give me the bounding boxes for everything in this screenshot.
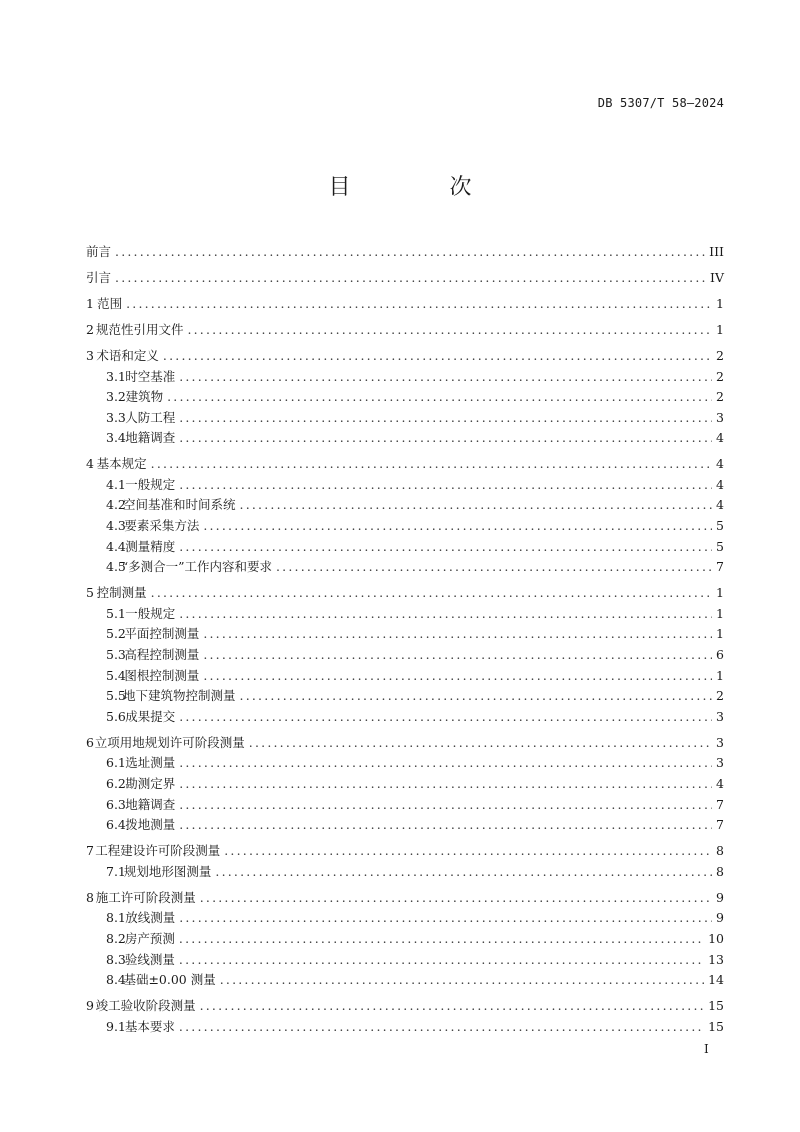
toc-leader-dots xyxy=(126,294,712,315)
toc-entry-label: 范围 xyxy=(97,295,123,311)
toc-leader-dots xyxy=(179,707,712,728)
toc-leader-dots xyxy=(203,666,712,687)
toc-entry[interactable] xyxy=(86,950,724,971)
toc-entry-page: 7 xyxy=(716,796,724,812)
toc-entry-page: 15 xyxy=(708,1018,724,1034)
toc-entry-page: 9 xyxy=(716,889,724,905)
toc-leader-dots xyxy=(179,428,712,449)
toc-entry-label: 建筑物 xyxy=(125,389,164,405)
toc-entry[interactable] xyxy=(86,888,724,909)
toc-leader-dots xyxy=(224,841,712,862)
toc-entry[interactable] xyxy=(86,707,724,728)
toc-entry[interactable] xyxy=(86,996,724,1017)
toc-entry-label: 高程控制测量 xyxy=(124,647,200,663)
toc-entry-label: 放线测量 xyxy=(125,910,176,926)
toc-entry-page: 1 xyxy=(716,605,724,621)
toc-leader-dots xyxy=(240,495,713,516)
toc-leader-dots xyxy=(240,686,713,707)
toc-entry[interactable] xyxy=(86,815,724,836)
toc-entry-label: 地籍调查 xyxy=(125,796,176,812)
toc-entry-label: 基本要求 xyxy=(124,1018,175,1034)
toc-entry-label: 验线测量 xyxy=(124,951,175,967)
toc-entry[interactable] xyxy=(86,454,724,475)
toc-entry-number: 5.6 xyxy=(106,708,126,724)
toc-entry[interactable] xyxy=(86,387,724,408)
toc-leader-dots xyxy=(179,753,712,774)
toc-entry-label: 勘测定界 xyxy=(125,775,176,791)
toc-entry[interactable] xyxy=(86,970,724,991)
toc-entry-page: 9 xyxy=(716,910,724,926)
toc-leader-dots xyxy=(179,367,712,388)
toc-entry-number: 5.1 xyxy=(106,605,126,621)
toc-entry-page: 7 xyxy=(716,817,724,833)
toc-entry-number: 4.2 xyxy=(106,497,126,513)
toc-leader-dots xyxy=(179,908,712,929)
toc-entry-label: 一般规定 xyxy=(125,605,176,621)
toc-entry[interactable] xyxy=(86,537,724,558)
toc-entry[interactable] xyxy=(86,666,724,687)
toc-leader-dots xyxy=(151,583,712,604)
toc-entry-page: 2 xyxy=(716,347,724,363)
toc-entry[interactable] xyxy=(86,242,724,263)
toc-entry[interactable] xyxy=(86,367,724,388)
toc-entry-label: 图根控制测量 xyxy=(124,667,200,683)
toc-entry-number: 6.2 xyxy=(106,775,126,791)
toc-leader-dots xyxy=(179,815,712,836)
page-number: I xyxy=(704,1042,709,1056)
toc-entry-number: 7.1 xyxy=(106,863,126,879)
toc-entry[interactable] xyxy=(86,645,724,666)
toc-entry[interactable] xyxy=(86,604,724,625)
toc-entry[interactable] xyxy=(86,557,724,578)
toc-entry-label: 成果提交 xyxy=(125,708,176,724)
toc-entry-number: 6.1 xyxy=(106,755,126,771)
toc-entry-label: 选址测量 xyxy=(125,755,176,771)
toc-leader-dots xyxy=(215,862,712,883)
toc-entry-number: 4.1 xyxy=(106,476,126,492)
toc-entry-label: 规划地形图测量 xyxy=(123,863,212,879)
toc-leader-dots xyxy=(179,475,712,496)
toc-leader-dots xyxy=(179,774,712,795)
toc-leader-dots xyxy=(179,537,712,558)
toc-entry-page: 2 xyxy=(716,688,724,704)
toc-entry-number: 2 xyxy=(86,321,94,337)
toc-entry-number: 8.3 xyxy=(106,951,126,967)
toc-entry-label: 施工许可阶段测量 xyxy=(95,889,196,905)
toc-leader-dots xyxy=(179,408,712,429)
toc-entry-page: 1 xyxy=(716,585,724,601)
toc-entry-number: 3.4 xyxy=(106,430,126,446)
toc-entry-page: 8 xyxy=(716,843,724,859)
toc-entry-number: 7 xyxy=(86,843,94,859)
toc-leader-dots xyxy=(203,516,712,537)
toc-entry-page: 1 xyxy=(716,321,724,337)
toc-entry-label: 地籍调查 xyxy=(125,430,176,446)
toc-leader-dots xyxy=(179,1017,704,1038)
toc-entry-page: III xyxy=(709,244,724,259)
toc-leader-dots xyxy=(151,454,712,475)
toc-entry-page: 15 xyxy=(708,998,724,1014)
toc-leader-dots xyxy=(203,645,712,666)
toc-entry-label: 控制测量 xyxy=(96,585,147,601)
toc-entry-number: 8.2 xyxy=(106,930,126,946)
toc-leader-dots xyxy=(187,320,712,341)
toc-entry-label: 平面控制测量 xyxy=(124,626,200,642)
toc-entry-page: 1 xyxy=(716,667,724,683)
toc-entry-page: 5 xyxy=(716,538,724,554)
toc-entry-number: 5.3 xyxy=(106,647,126,663)
toc-entry-page: 4 xyxy=(716,456,724,472)
toc-entry-number: 1 xyxy=(86,295,94,311)
toc-leader-dots xyxy=(200,888,712,909)
toc-entry-label: 竣工验收阶段测量 xyxy=(95,998,196,1014)
toc-entry[interactable] xyxy=(86,583,724,604)
toc-entry-label: 一般规定 xyxy=(125,476,176,492)
toc-leader-dots xyxy=(276,557,712,578)
toc-entry-number: 6.3 xyxy=(106,796,126,812)
toc-entry-label: 前言 xyxy=(86,244,112,259)
toc-entry-page: IV xyxy=(710,269,724,285)
toc-entry-label: 立项用地规划许可阶段测量 xyxy=(94,734,245,750)
toc-entry[interactable] xyxy=(86,908,724,929)
toc-entry-label: 人防工程 xyxy=(125,409,176,425)
toc-leader-dots xyxy=(115,268,706,289)
toc-entry-number: 3.3 xyxy=(106,409,126,425)
toc-leader-dots xyxy=(200,996,705,1017)
toc-entry-page: 3 xyxy=(716,708,724,724)
toc-entry-number: 5.2 xyxy=(106,626,126,642)
toc-entry[interactable] xyxy=(86,774,724,795)
toc-entry-page: 1 xyxy=(716,626,724,642)
toc-entry-page: 4 xyxy=(716,497,724,513)
toc-entry-label: 拨地测量 xyxy=(125,817,176,833)
toc-entry-label: 测量精度 xyxy=(125,538,176,554)
toc-entry-page: 8 xyxy=(716,863,724,879)
toc-entry[interactable] xyxy=(86,753,724,774)
toc-entry-page: 4 xyxy=(716,775,724,791)
toc-leader-dots xyxy=(179,795,712,816)
toc-entry-number: 6.4 xyxy=(106,817,126,833)
toc-entry[interactable] xyxy=(86,624,724,645)
toc-entry[interactable] xyxy=(86,294,724,315)
toc-entry-page: 7 xyxy=(716,559,724,575)
toc-entry-label: 空间基准和时间系统 xyxy=(123,497,236,513)
toc-entry-number: 4 xyxy=(86,456,94,472)
toc-entry[interactable] xyxy=(86,346,724,367)
toc-leader-dots xyxy=(249,733,712,754)
toc-leader-dots xyxy=(220,970,704,991)
toc-entry-label: 地下建筑物控制测量 xyxy=(123,688,236,704)
toc-entry-label: 规范性引用文件 xyxy=(95,321,184,337)
toc-entry[interactable] xyxy=(86,686,724,707)
toc-entry-page: 6 xyxy=(716,647,724,663)
toc-entry[interactable] xyxy=(86,320,724,341)
toc-entry[interactable] xyxy=(86,841,724,862)
toc-entry-label: 要素采集方法 xyxy=(124,518,200,534)
toc-entry-number: 4.5 xyxy=(106,559,126,575)
toc-entry-label: 工程建设许可阶段测量 xyxy=(95,843,221,859)
toc-entry-page: 10 xyxy=(708,930,724,946)
toc-entry-number: 9 xyxy=(86,998,94,1014)
toc-entry-label: 房产预测 xyxy=(124,930,175,946)
toc-entry-label: 术语和定义 xyxy=(96,347,159,363)
toc-entry-label: 时空基准 xyxy=(125,368,176,384)
toc-entry-number: 3 xyxy=(86,347,94,363)
toc-entry[interactable] xyxy=(86,408,724,429)
toc-entry-page: 4 xyxy=(716,476,724,492)
toc-leader-dots xyxy=(179,950,704,971)
toc-leader-dots xyxy=(179,604,712,625)
toc-entry-number: 8.4 xyxy=(106,972,126,988)
table-of-contents xyxy=(86,242,724,1037)
toc-entry-number: 8.1 xyxy=(106,910,126,926)
toc-entry-number: 6 xyxy=(86,734,94,750)
toc-entry-number: 5.4 xyxy=(106,667,126,683)
toc-entry-number: 9.1 xyxy=(106,1018,126,1034)
toc-entry-number: 8 xyxy=(86,889,94,905)
toc-entry-page: 3 xyxy=(716,734,724,750)
toc-entry-number: 5 xyxy=(86,585,94,601)
toc-entry[interactable] xyxy=(86,516,724,537)
toc-entry-page: 2 xyxy=(716,389,724,405)
toc-entry[interactable] xyxy=(86,495,724,516)
toc-entry-page: 14 xyxy=(708,972,724,988)
toc-entry-page: 5 xyxy=(716,518,724,534)
toc-entry-page: 3 xyxy=(716,755,724,771)
toc-leader-dots xyxy=(163,346,712,367)
toc-leader-dots xyxy=(179,929,704,950)
toc-entry[interactable] xyxy=(86,929,724,950)
toc-entry-label: 基础±0.00 测量 xyxy=(123,972,216,988)
toc-entry-page: 1 xyxy=(716,295,724,311)
toc-leader-dots xyxy=(203,624,712,645)
toc-entry-label: 引言 xyxy=(86,269,112,285)
toc-entry[interactable] xyxy=(86,475,724,496)
toc-entry-page: 3 xyxy=(716,409,724,425)
toc-entry[interactable] xyxy=(86,268,724,289)
toc-entry-number: 5.5 xyxy=(106,688,126,704)
document-code: DB 5307/T 58—2024 xyxy=(597,96,724,110)
toc-entry-page: 4 xyxy=(716,430,724,446)
toc-entry-number: 3.2 xyxy=(106,389,126,405)
toc-entry[interactable] xyxy=(86,795,724,816)
toc-entry[interactable] xyxy=(86,733,724,754)
toc-entry-label: “多测合一”工作内容和要求 xyxy=(121,559,272,575)
toc-entry-number: 4.3 xyxy=(106,518,126,534)
toc-entry-page: 13 xyxy=(708,951,724,967)
toc-entry[interactable] xyxy=(86,1017,724,1038)
toc-leader-dots xyxy=(167,387,712,408)
toc-entry-number: 4.4 xyxy=(106,538,126,554)
toc-leader-dots xyxy=(115,242,705,263)
toc-entry-label: 基本规定 xyxy=(96,456,147,472)
page-title: 目 次 xyxy=(328,175,518,200)
toc-entry-page: 2 xyxy=(716,368,724,384)
toc-entry[interactable] xyxy=(86,428,724,449)
toc-entry[interactable] xyxy=(86,862,724,883)
toc-entry-number: 3.1 xyxy=(106,368,126,384)
